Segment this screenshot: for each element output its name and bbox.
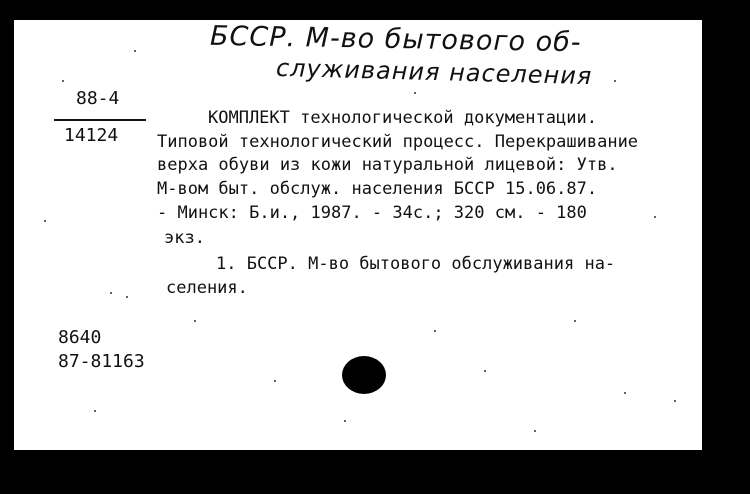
entry-line: КОМПЛЕКТ технологической документации.: [208, 108, 597, 128]
call-number-divider: [54, 119, 146, 121]
scan-speck: [194, 320, 196, 322]
scan-speck: [344, 420, 346, 422]
scan-speck: [534, 430, 536, 432]
call-number-bottom: 14124: [64, 125, 119, 146]
scan-speck: [274, 380, 276, 382]
call-number-top: 88-4: [76, 88, 120, 109]
subject-heading-line: 1. БССР. М-во бытового обслуживания на-: [216, 254, 616, 274]
scan-speck: [674, 400, 676, 402]
subject-heading-line: селения.: [166, 278, 248, 298]
scan-speck: [654, 216, 656, 218]
scan-speck: [614, 80, 616, 82]
scan-speck: [484, 370, 486, 372]
accession-number: 8640: [58, 327, 102, 348]
accession-number: 87-81163: [58, 351, 145, 372]
catalog-card: [14, 20, 702, 450]
handwritten-heading-line: БССР. М-во бытового об-: [209, 20, 582, 59]
scan-speck: [62, 80, 64, 82]
punch-hole: [342, 356, 386, 394]
scan-speck: [434, 330, 436, 332]
handwritten-heading-line: служивания населения: [275, 53, 593, 91]
scan-speck: [134, 50, 136, 52]
scan-speck: [414, 92, 416, 94]
scan-speck: [126, 296, 128, 298]
scan-speck: [110, 292, 112, 294]
entry-line: Типовой технологический процесс. Перекрашивание: [157, 132, 639, 152]
scan-speck: [624, 392, 626, 394]
entry-line: М-вом быт. обслуж. населения БССР 15.06.87.: [157, 179, 598, 199]
entry-line: - Минск: Б.и., 1987. - 34с.; 320 см. - 180: [157, 203, 587, 223]
entry-line: экз.: [164, 228, 205, 248]
scan-speck: [574, 320, 576, 322]
entry-line: верха обуви из кожи натуральной лицевой: Утв.: [157, 155, 618, 175]
scan-speck: [44, 220, 46, 222]
scan-speck: [94, 410, 96, 412]
